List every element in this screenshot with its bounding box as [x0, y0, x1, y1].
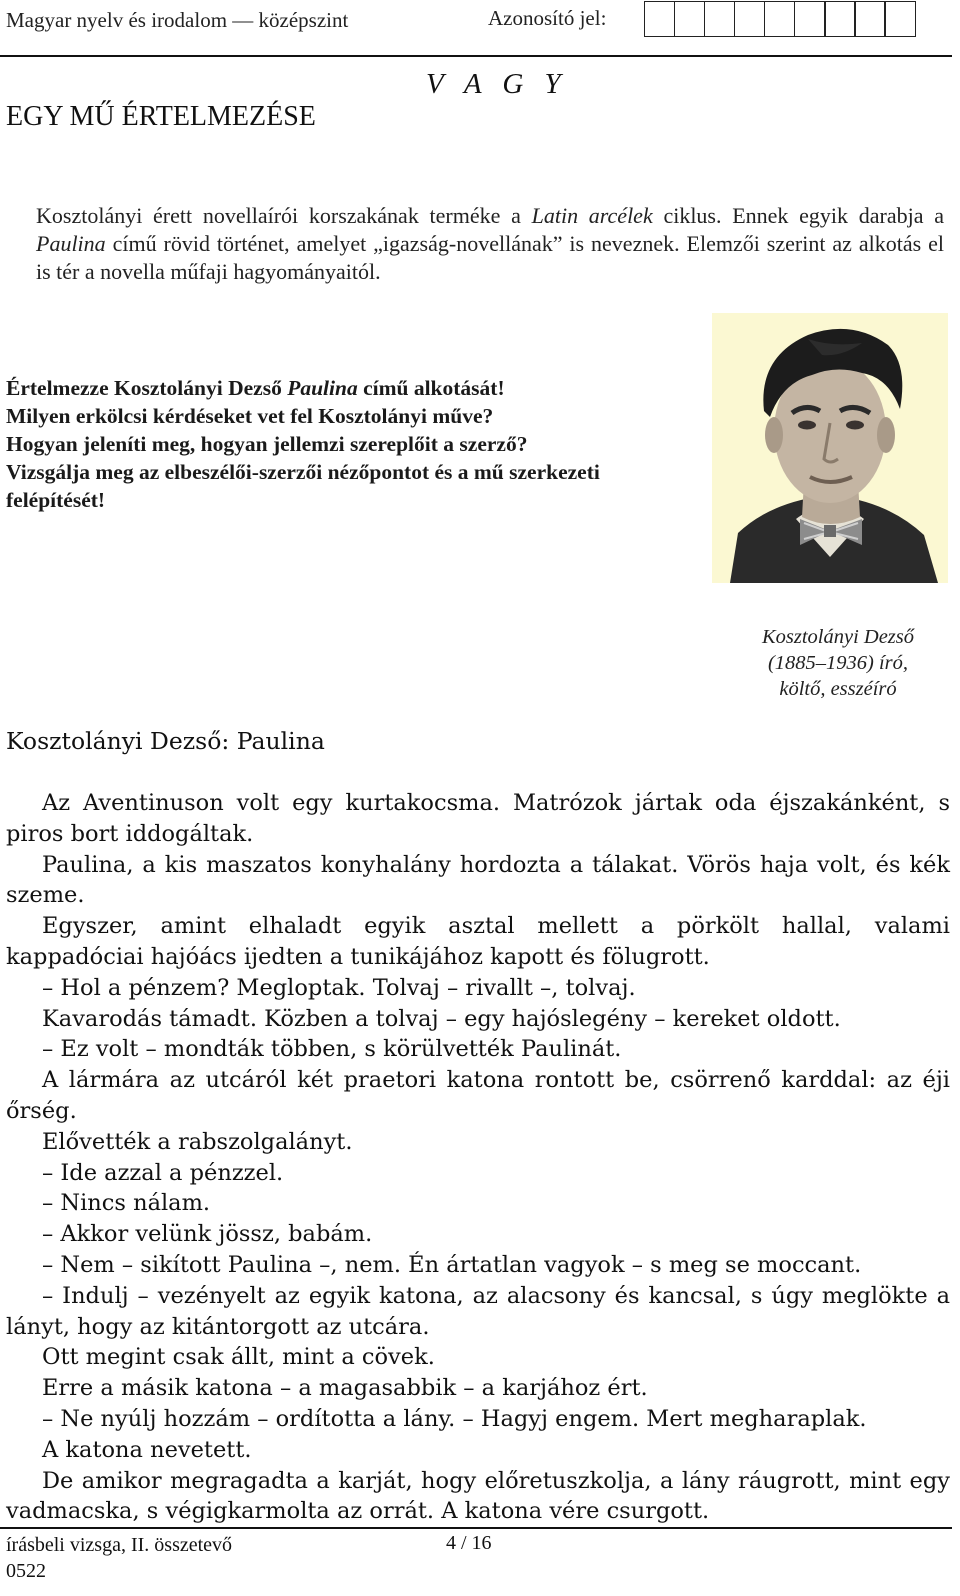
task-4: Vizsgálja meg az elbeszélői-szerzői nézőpontot és a mű szerkezeti felépítését!: [6, 460, 600, 512]
task-list: [6, 374, 696, 514]
footer-rule: [0, 1527, 952, 1529]
story-paragraph: De amikor megragadta a karját, hogy előretuszkolja, a lány ráugrott, mint egy vadmacska, s végigkarmolta az orrát. A katona vére csurgott.: [6, 1467, 950, 1525]
section-title: EGY MŰ ÉRTELMEZÉSE: [6, 101, 316, 132]
story-paragraph: – Nincs nálam.: [42, 1190, 211, 1217]
intro-paulina-title: Paulina: [36, 231, 106, 256]
footer-code: 0522: [6, 1560, 46, 1582]
story-paragraph: – Ne nyúlj hozzám – ordította a lány. – Hagyj engem. Mert megharaplak.: [42, 1405, 867, 1432]
footer-exam: írásbeli vizsga, II. összetevő 0522: [6, 1534, 233, 1582]
id-digit-box[interactable]: [734, 1, 766, 37]
id-digit-box[interactable]: [884, 1, 916, 37]
story-paragraph: – Akkor velünk jössz, babám.: [42, 1221, 373, 1248]
story-paragraph: Elővették a rabszolgalányt.: [42, 1128, 353, 1155]
story-paragraph: A katona nevetett.: [42, 1436, 252, 1463]
vagy-label: V A G Y: [426, 68, 568, 100]
id-boxes: [645, 1, 916, 37]
id-digit-box[interactable]: [674, 1, 706, 37]
intro-paragraph: Kosztolányi érett novellaírói korszakának terméke a Latin arcélek ciklus. Ennek egyik darabja a Paulina című rövid történet, amelyet „igazság-novellának” is neveznek. Elemzői szerint az alkotás el is tér a novella műfaji hagyományaitól.: [36, 203, 944, 284]
story-paragraph: – Ide azzal a pénzzel.: [42, 1159, 284, 1186]
task-2: Milyen erkölcsi kérdéseket vet fel Kosztolányi műve?: [6, 404, 494, 428]
header-rule: [0, 55, 952, 57]
intro-latin-title: Latin arcélek: [531, 203, 653, 228]
story-paragraph: – Ez volt – mondták többen, s körülvették Paulinát.: [42, 1036, 622, 1063]
story-paragraph: Erre a másik katona – a magasabbik – a karjához ért.: [42, 1375, 648, 1402]
story-text: [6, 788, 950, 1527]
story-paragraph: Egyszer, amint elhaladt egyik asztal mellett a pörkölt hallal, valami kappadóciai hajóács ijedten a tunikájához kapott és fölugrott.: [6, 913, 950, 970]
id-digit-box[interactable]: [854, 1, 886, 37]
story-paragraph: A lármára az utcáról két praetori katona rontott be, csörrenő karddal: az éji őrség.: [6, 1067, 950, 1124]
story-paragraph: Az Aventinuson volt egy kurtakocsma. Matrózok jártak oda éjszakánként, s piros bort iddogáltak.: [6, 790, 950, 847]
story-paragraph: – Indulj – vezényelt az egyik katona, az alacsony és kancsal, s úgy meglökte a lányt, hogy az kitántorgott az utcára.: [6, 1282, 950, 1340]
story-paragraph: Paulina, a kis maszatos konyhalány hordozta a tálakat. Vörös haja volt, és kék szeme.: [6, 851, 950, 909]
portrait-caption: Kosztolányi Dezső (1885–1936) író, költő, esszéíró: [761, 626, 915, 700]
id-digit-box[interactable]: [764, 1, 796, 37]
story-paragraph: Kavarodás támadt. Közben a tolvaj – egy hajóslegény – kereket oldott.: [42, 1005, 841, 1032]
story-paragraph: – Hol a pénzem? Megloptak. Tolvaj – rivallt –, tolvaj.: [42, 974, 636, 1001]
author-portrait: [712, 313, 948, 583]
id-digit-box[interactable]: [824, 1, 856, 37]
page-number: 4 / 16: [446, 1532, 492, 1554]
task-1: Értelmezze Kosztolányi Dezső Paulina című alkotását!: [6, 376, 505, 400]
story-paragraph: Ott megint csak állt, mint a cövek.: [42, 1344, 435, 1371]
id-digit-box[interactable]: [794, 1, 826, 37]
header-subject: Magyar nyelv és irodalom — középszint: [6, 8, 349, 32]
id-label: Azonosító jel:: [488, 6, 607, 30]
id-digit-box[interactable]: [644, 1, 676, 37]
story-title: Kosztolányi Dezső: Paulina: [6, 727, 325, 755]
story-paragraph: – Nem – sikított Paulina –, nem. Én ártatlan vagyok – s meg se moccant.: [42, 1251, 862, 1278]
id-digit-box[interactable]: [704, 1, 736, 37]
task-3: Hogyan jeleníti meg, hogyan jellemzi szereplőit a szerző?: [6, 432, 528, 456]
